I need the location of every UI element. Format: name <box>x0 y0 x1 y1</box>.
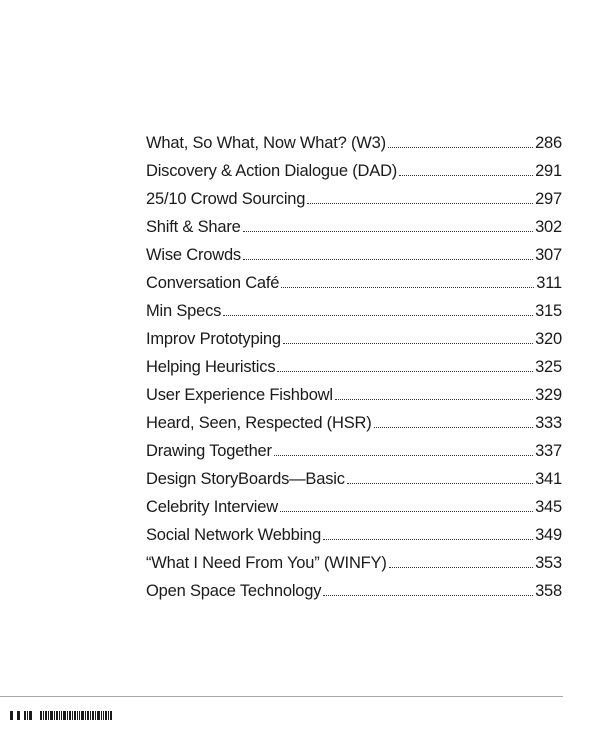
toc-entry-title: Improv Prototyping <box>146 330 281 348</box>
barcode-bar <box>72 711 73 720</box>
barcode-bar <box>95 711 96 720</box>
toc-entry-page: 286 <box>535 134 562 152</box>
toc-dot-leader <box>274 455 533 456</box>
toc-entry <box>146 414 562 442</box>
toc-entry <box>146 526 562 554</box>
barcode-bar <box>87 711 89 720</box>
toc-dot-leader <box>243 231 533 232</box>
toc-entry <box>146 554 562 582</box>
toc-entry <box>146 274 562 302</box>
barcode-bar <box>77 711 78 720</box>
barcode-bar <box>110 711 112 720</box>
toc-entry-title: “What I Need From You” (WINFY) <box>146 554 387 572</box>
barcode-bar <box>27 711 28 720</box>
barcode-bar <box>24 711 26 720</box>
toc-entry-title: User Experience Fishbowl <box>146 386 333 404</box>
footer-divider <box>0 696 563 697</box>
toc-entry-page: 349 <box>535 526 562 544</box>
toc-entry-page: 329 <box>535 386 562 404</box>
toc-entry-title: Design StoryBoards—Basic <box>146 470 345 488</box>
barcode-bar <box>54 711 55 720</box>
toc-entry-title: Heard, Seen, Respected (HSR) <box>146 414 372 432</box>
barcode-bar <box>79 711 80 720</box>
toc-entry-title: Open Space Technology <box>146 582 322 600</box>
toc-dot-leader <box>277 371 533 372</box>
barcode-bar <box>61 711 62 720</box>
toc-entry-page: 302 <box>535 218 562 236</box>
toc-entry-title: Social Network Webbing <box>146 526 322 544</box>
barcode-bar <box>108 711 109 720</box>
toc-entry-title: Celebrity Interview <box>146 498 278 516</box>
toc-entry <box>146 498 562 526</box>
toc-dot-leader <box>323 539 533 540</box>
toc-entry <box>146 162 562 190</box>
toc-entry-title: Min Specs <box>146 302 222 320</box>
toc-dot-leader <box>388 147 533 148</box>
barcode-bar <box>10 711 13 720</box>
table-of-contents <box>146 134 562 610</box>
toc-entry <box>146 358 562 386</box>
toc-entry-page: 353 <box>535 554 562 572</box>
toc-entry-page: 333 <box>535 414 562 432</box>
barcode-icon <box>10 711 124 720</box>
toc-entry-page: 311 <box>536 274 562 292</box>
toc-entry-page: 291 <box>535 162 562 180</box>
toc-dot-leader <box>243 259 533 260</box>
toc-dot-leader <box>335 399 533 400</box>
barcode-bar <box>48 711 49 720</box>
toc-entry <box>146 218 562 246</box>
barcode-bar <box>50 711 53 720</box>
barcode-bar <box>56 711 58 720</box>
toc-entry <box>146 302 562 330</box>
toc-dot-leader <box>374 427 534 428</box>
toc-entry-title: Discovery & Action Dialogue (DAD) <box>146 162 398 180</box>
toc-entry-page: 297 <box>535 190 562 208</box>
toc-entry <box>146 246 562 274</box>
toc-dot-leader <box>281 287 534 288</box>
barcode-bar <box>43 711 44 720</box>
toc-dot-leader <box>389 567 533 568</box>
barcode-bar <box>85 711 86 720</box>
toc-entry-page: 307 <box>535 246 562 264</box>
toc-entry <box>146 582 562 610</box>
barcode-bar <box>81 711 84 720</box>
toc-entry-title: Wise Crowds <box>146 246 241 264</box>
barcode-bar <box>29 711 32 720</box>
toc-dot-leader <box>223 315 533 316</box>
barcode-bar <box>17 711 20 720</box>
barcode-bar <box>103 711 104 720</box>
toc-entry <box>146 386 562 414</box>
toc-dot-leader <box>307 203 533 204</box>
toc-entry-page: 325 <box>535 358 562 376</box>
toc-entry <box>146 190 562 218</box>
barcode-bar <box>67 711 68 720</box>
barcode-bar <box>40 711 42 720</box>
toc-dot-leader <box>347 483 533 484</box>
toc-entry <box>146 470 562 498</box>
toc-entry <box>146 330 562 358</box>
barcode-bar <box>90 711 91 720</box>
toc-dot-leader <box>399 175 533 176</box>
toc-entry-title: Helping Heuristics <box>146 358 276 376</box>
toc-entry-page: 320 <box>535 330 562 348</box>
toc-entry-page: 337 <box>535 442 562 460</box>
toc-entry-title: 25/10 Crowd Sourcing <box>146 190 306 208</box>
toc-entry-page: 358 <box>535 582 562 600</box>
barcode-bar <box>92 711 94 720</box>
toc-entry-page: 341 <box>535 470 562 488</box>
toc-entry <box>146 134 562 162</box>
toc-entry-title: Drawing Together <box>146 442 272 460</box>
barcode-bar <box>105 711 107 720</box>
barcode-bar <box>74 711 76 720</box>
toc-dot-leader <box>280 511 533 512</box>
barcode-bar <box>69 711 71 720</box>
barcode-bar <box>97 711 100 720</box>
barcode-bar <box>101 711 102 720</box>
toc-entry-title: Shift & Share <box>146 218 241 236</box>
toc-entry-page: 345 <box>535 498 562 516</box>
toc-entry-title: What, So What, Now What? (W3) <box>146 134 386 152</box>
barcode-bar <box>45 711 47 720</box>
toc-entry <box>146 442 562 470</box>
toc-entry-title: Conversation Café <box>146 274 280 292</box>
barcode-bar <box>63 711 66 720</box>
toc-dot-leader <box>283 343 533 344</box>
toc-entry-page: 315 <box>535 302 562 320</box>
barcode-bar <box>59 711 60 720</box>
toc-dot-leader <box>323 595 533 596</box>
